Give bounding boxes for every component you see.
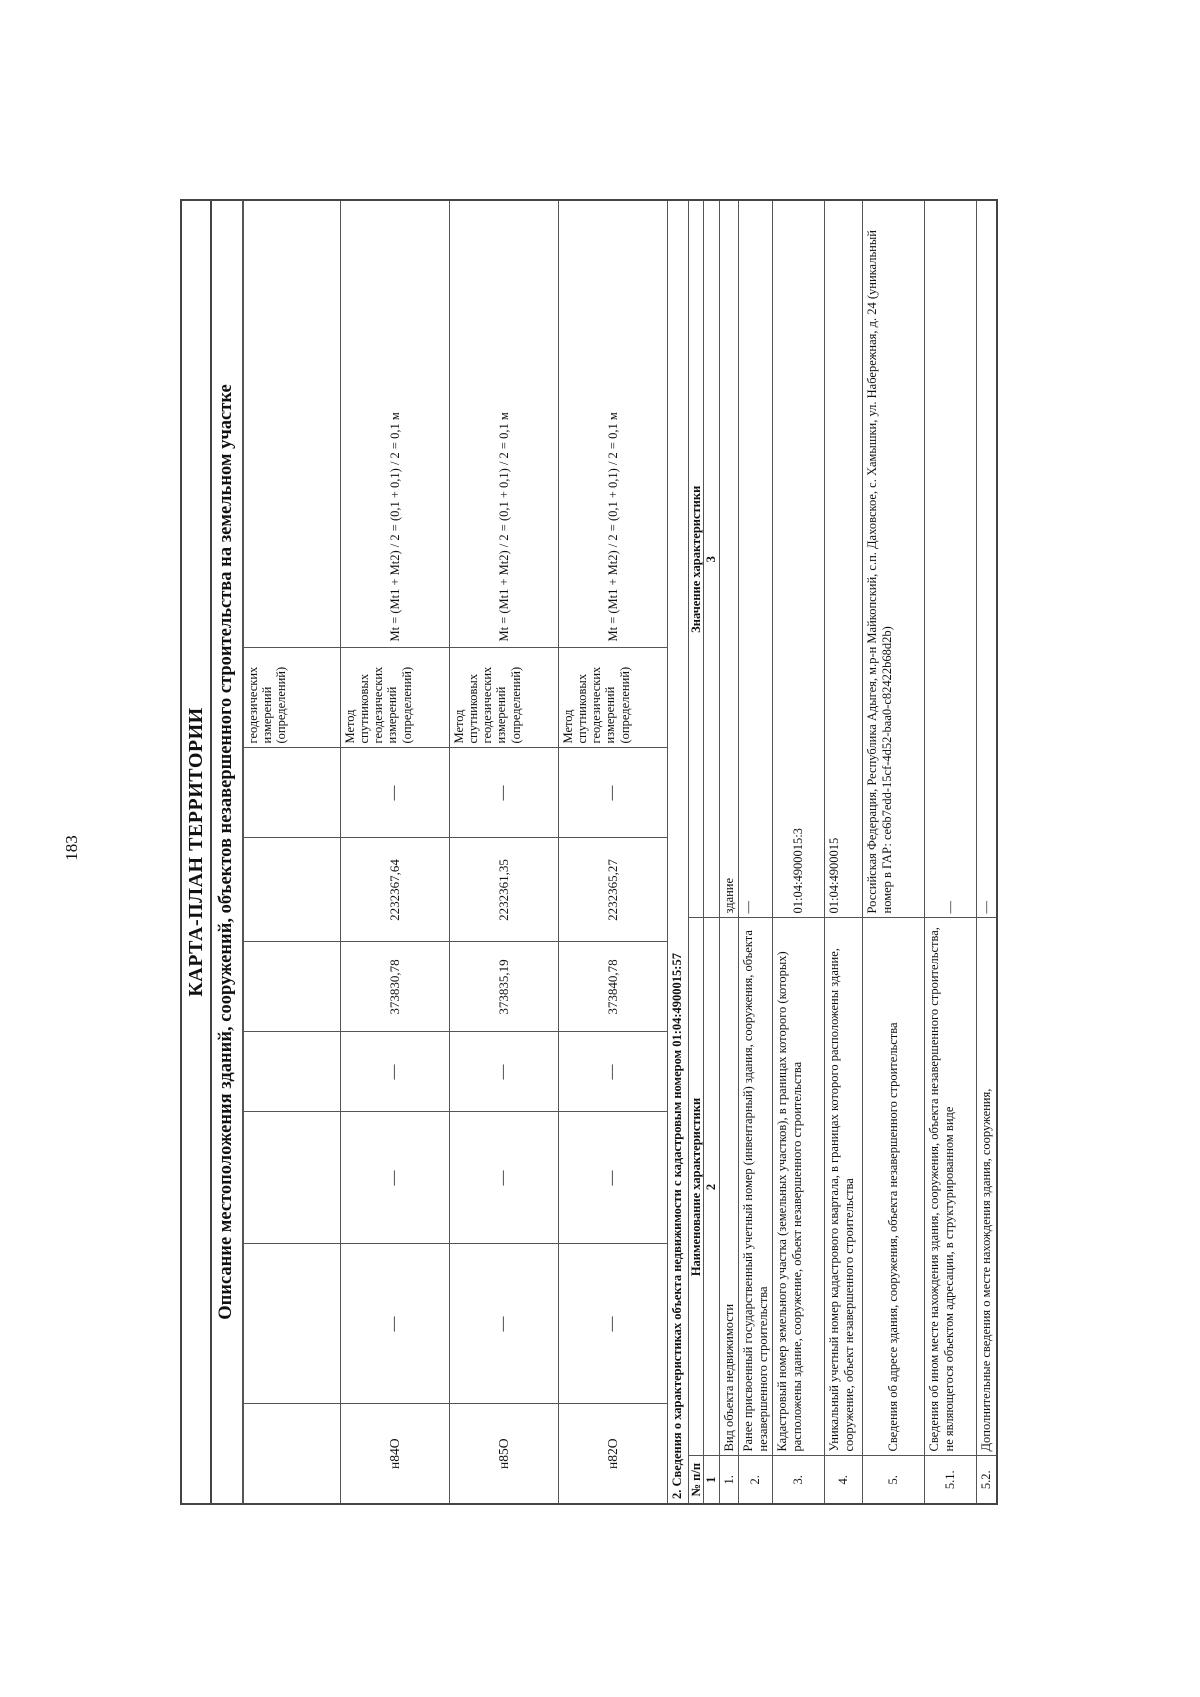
document-title: КАРТА-ПЛАН ТЕРРИТОРИИ <box>180 199 210 1505</box>
section-subtitle: Описание местоположения зданий, сооружений, объектов незавершенного строительства на земельном участке <box>210 199 243 1505</box>
cadastral-number: 01:04:4900015:57 <box>670 953 684 1047</box>
coord-x: 373835,19 <box>450 942 559 1032</box>
row-number: 1. <box>719 1456 738 1504</box>
accuracy-formula: Mt = (Mt1 + Mt2) / 2 = (0,1 + 0,1) / 2 = 0,1 м <box>341 200 450 648</box>
characteristic-name: Дополнительные сведения о месте нахождения здания, сооружения, <box>977 918 997 1456</box>
row-number: 3. <box>773 1456 825 1504</box>
dash-cell: — <box>559 748 668 838</box>
table-row <box>450 200 559 1504</box>
table-row <box>773 200 825 1504</box>
dash-cell: — <box>559 1112 668 1244</box>
table-header-row <box>689 200 704 1504</box>
method-cell: Метод спутниковых геодезических измерений (определений) <box>559 648 668 748</box>
characteristic-value: — <box>977 200 997 918</box>
dash-cell: — <box>341 748 450 838</box>
characteristic-value: Российская Федерация, Республика Адыгея, м.р-н Майкопский, с.п. Даховское, с. Хамышки, ул. Набережная, д. 24 (уникальный номер в ГАР: ce6b7edd-15cf-4d52-baa0-c82422b68d2b) <box>863 200 925 918</box>
dash-cell: — <box>341 1112 450 1244</box>
column-numbers-row <box>704 200 719 1504</box>
row-number: 2. <box>739 1456 773 1504</box>
header-name: Наименование характеристики <box>689 918 704 1456</box>
characteristic-name: Уникальный учетный номер кадастрового квартала, в границах которого расположены здание, сооружение, объект незавершенного строительства <box>825 918 863 1456</box>
coord-y: 2232365,27 <box>559 838 668 942</box>
coord-x: 373830,78 <box>341 942 450 1032</box>
row-number: 4. <box>825 1456 863 1504</box>
characteristic-value: здание <box>719 200 738 918</box>
page-number: 183 <box>62 835 81 861</box>
characteristic-value: — <box>739 200 773 918</box>
point-name: н84О <box>341 1404 450 1504</box>
method-cell: геодезических измерений (определений) <box>244 648 341 748</box>
dash-cell: — <box>450 748 559 838</box>
row-number: 5.1. <box>925 1456 977 1504</box>
characteristics-table <box>688 199 998 1505</box>
coord-y: 2232367,64 <box>341 838 450 942</box>
characteristic-value: 01:04:4900015:3 <box>773 200 825 918</box>
characteristic-name: Сведения об адресе здания, сооружения, объекта незавершенного строительства <box>863 918 925 1456</box>
table-row <box>341 200 450 1504</box>
section-2-heading <box>668 199 688 1505</box>
accuracy-formula: Mt = (Mt1 + Mt2) / 2 = (0,1 + 0,1) / 2 = 0,1 м <box>450 200 559 648</box>
characteristic-value: 01:04:4900015 <box>825 200 863 918</box>
dash-cell: — <box>450 1244 559 1404</box>
characteristic-name: Кадастровый номер земельного участка (земельных участков), в границах которого (которых) расположены здание, сооружение, объект незавершенного строительства <box>773 918 825 1456</box>
table-row <box>825 200 863 1504</box>
table-row <box>925 200 977 1504</box>
point-name: н82О <box>559 1404 668 1504</box>
row-number: 5. <box>863 1456 925 1504</box>
table-row <box>719 200 738 1504</box>
dash-cell: — <box>341 1244 450 1404</box>
dash-cell: — <box>559 1032 668 1112</box>
header-value: Значение характеристики <box>689 200 704 918</box>
table-row <box>863 200 925 1504</box>
column-number: 2 <box>704 918 719 1456</box>
method-cell: Метод спутниковых геодезических измерений (определений) <box>450 648 559 748</box>
accuracy-formula: Mt = (Mt1 + Mt2) / 2 = (0,1 + 0,1) / 2 = 0,1 м <box>559 200 668 648</box>
dash-cell: — <box>341 1032 450 1112</box>
column-number: 3 <box>704 200 719 918</box>
header-number: № п/п <box>689 1456 704 1504</box>
table-row <box>244 200 341 1504</box>
table-row <box>739 200 773 1504</box>
column-number: 1 <box>704 1456 719 1504</box>
characteristic-name: Ранее присвоенный государственный учетный номер (инвентарный) здания, сооружения, объекта незавершенного строительства <box>739 918 773 1456</box>
dash-cell: — <box>559 1244 668 1404</box>
points-table <box>243 199 668 1505</box>
coord-x: 373840,78 <box>559 942 668 1032</box>
dash-cell: — <box>450 1112 559 1244</box>
point-name: н85О <box>450 1404 559 1504</box>
dash-cell: — <box>450 1032 559 1112</box>
row-number: 5.2. <box>977 1456 997 1504</box>
coord-y: 2232361,35 <box>450 838 559 942</box>
characteristic-name: Сведения об ином месте нахождения здания, сооружения, объекта незавершенного строительства, не являющегося объектом адресации, в структурированном виде <box>925 918 977 1456</box>
method-cell: Метод спутниковых геодезических измерений (определений) <box>341 648 450 748</box>
table-row <box>559 200 668 1504</box>
section-2-title: 2. Сведения о характеристиках объекта недвижимости с кадастровым номером <box>670 1049 684 1499</box>
characteristic-value: — <box>925 200 977 918</box>
characteristic-name: Вид объекта недвижимости <box>719 918 738 1456</box>
map-plan-sheet <box>180 199 1050 1505</box>
table-row <box>977 200 997 1504</box>
